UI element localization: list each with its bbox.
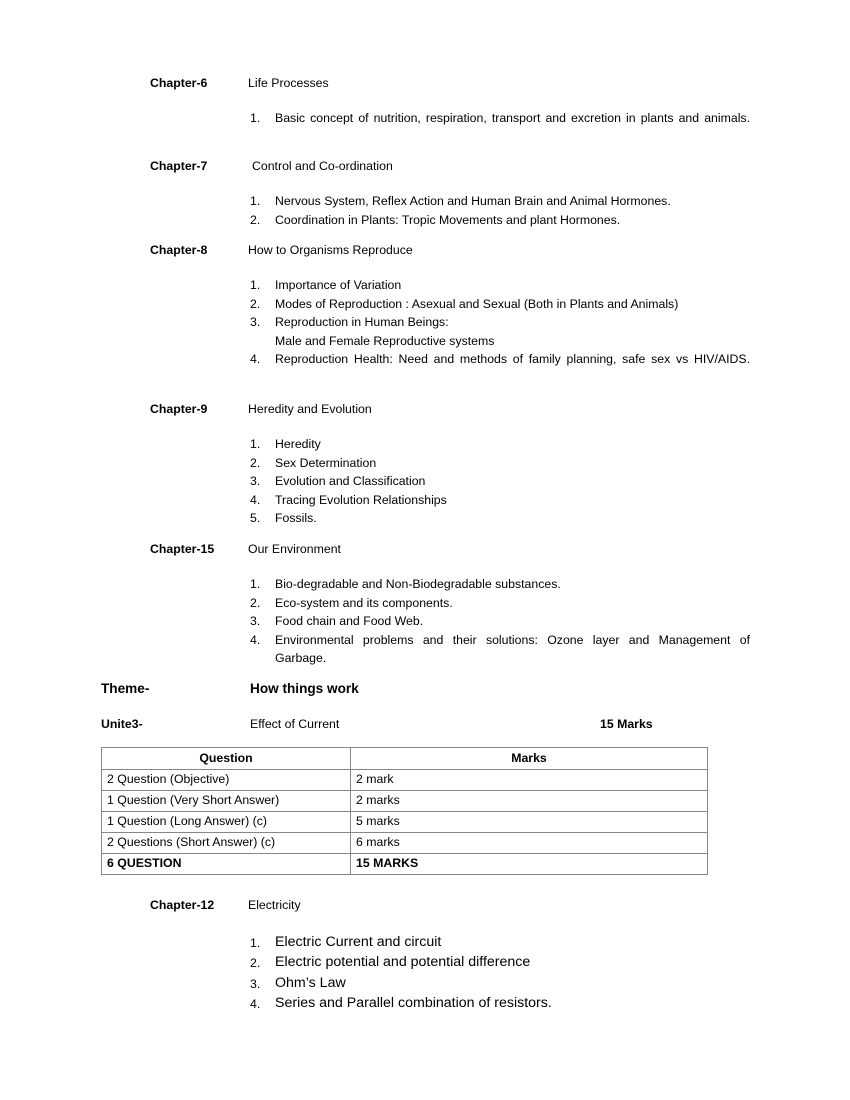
chapter-heading: [0, 542, 850, 562]
list-item: [250, 472, 750, 491]
list-item-text: Tracing Evolution Relationships: [275, 492, 447, 507]
list-marker: 2.: [250, 212, 261, 227]
table-cell-marks: 6 marks: [351, 833, 708, 854]
chapter-title: Electricity: [248, 898, 301, 912]
list-marker: 3.: [250, 474, 261, 489]
unit-marks: 15 Marks: [600, 717, 653, 731]
theme-value: How things work: [250, 681, 359, 696]
table-cell-question: 2 Questions (Short Answer) (c): [102, 833, 351, 854]
list-marker: 5.: [250, 511, 261, 526]
chapter-title: Heredity and Evolution: [248, 402, 372, 416]
list-marker: 4.: [250, 352, 261, 367]
list-item-text: Coordination in Plants: Tropic Movements and plant Hormones.: [275, 212, 621, 227]
table-header-row: [102, 748, 708, 770]
table-header-question: Question: [102, 748, 351, 770]
list-marker: 2.: [250, 455, 261, 470]
list-item: [250, 932, 750, 952]
list-marker: 3.: [250, 976, 261, 991]
list-item: [250, 575, 750, 594]
table-cell-marks: 5 marks: [351, 812, 708, 833]
chapter-topic-list: [0, 435, 850, 528]
chapter-label: Chapter-7: [150, 159, 208, 173]
chapter-block-7: [0, 159, 850, 229]
list-marker: 2.: [250, 296, 261, 311]
unit-label: Unite3-: [101, 717, 143, 731]
list-marker: 3.: [250, 315, 261, 330]
list-item-text: Fossils.: [275, 511, 317, 526]
table-total-row: [102, 854, 708, 875]
list-item-text: Importance of Variation: [275, 278, 402, 292]
list-marker: 2.: [250, 595, 261, 610]
chapter-label: Chapter-6: [150, 76, 208, 90]
theme-label: Theme-: [101, 681, 150, 696]
list-item-text: Bio-degradable and Non-Biodegradable substances.: [275, 577, 561, 591]
chapter-block-6: [0, 76, 850, 128]
list-item-text: Evolution and Classification: [275, 474, 426, 489]
list-item: [250, 350, 750, 369]
table-cell-question: 1 Question (Long Answer) (c): [102, 812, 351, 833]
chapter-heading: [0, 76, 850, 96]
list-item: [250, 612, 750, 631]
chapter-label: Chapter-12: [150, 898, 215, 912]
list-item: [250, 295, 750, 314]
theme-row: [0, 681, 850, 701]
list-item-text: Reproduction Health: Need and methods of family planning, safe sex vs HIV/AIDS.: [275, 352, 750, 367]
chapter-block-8: [0, 243, 850, 369]
list-item: [250, 109, 750, 128]
chapter-topic-list: [0, 192, 850, 229]
list-item-text: Electric potential and potential difference: [275, 954, 531, 971]
chapter-title: Our Environment: [248, 542, 341, 556]
list-item: [250, 454, 750, 473]
list-item-text: Basic concept of nutrition, respiration, transport and excretion in plants and animals.: [275, 111, 750, 125]
list-marker: 1.: [250, 936, 261, 950]
list-item-text: Food chain and Food Web.: [275, 614, 424, 629]
chapter-topic-list: [0, 109, 850, 128]
chapter-label: Chapter-8: [150, 243, 208, 257]
list-item-text: Reproduction in Human Beings:: [275, 315, 449, 330]
list-item-text: Environmental problems and their solutions: Ozone layer and Management of Garbage.: [275, 632, 750, 666]
chapter-block-15: [0, 542, 850, 668]
list-item: [250, 952, 750, 972]
list-item-text: Nervous System, Reflex Action and Human Brain and Animal Hormones.: [275, 194, 671, 208]
table-cell-marks: 2 marks: [351, 791, 708, 812]
list-item-text: Electric Current and circuit: [275, 934, 442, 950]
list-item-text: Series and Parallel combination of resistors.: [275, 995, 552, 1012]
list-marker: 1.: [250, 194, 261, 208]
list-item-text: Modes of Reproduction : Asexual and Sexual (Both in Plants and Animals): [275, 296, 679, 311]
unit-value: Effect of Current: [250, 717, 340, 731]
list-item-text: Heredity: [275, 437, 321, 451]
table-cell-total-marks: 15 MARKS: [351, 854, 708, 875]
table-cell-question: 1 Question (Very Short Answer): [102, 791, 351, 812]
list-marker: 4.: [250, 997, 261, 1012]
list-marker: 1.: [250, 577, 261, 591]
list-item: [250, 594, 750, 613]
chapter-topic-list: [0, 575, 850, 668]
chapter-heading: [0, 243, 850, 263]
list-marker: 1.: [250, 437, 261, 451]
list-item: [250, 631, 750, 668]
list-item: [250, 435, 750, 454]
table-header-marks: Marks: [351, 748, 708, 770]
chapter-heading: [0, 898, 850, 918]
list-item: [250, 491, 750, 510]
chapter-topic-list: [0, 276, 850, 369]
chapter-label: Chapter-15: [150, 542, 215, 556]
list-marker: 2.: [250, 956, 261, 971]
list-item-text: Eco-system and its components.: [275, 595, 453, 610]
list-item: [250, 313, 750, 350]
list-item: [250, 211, 750, 230]
chapter-title: Control and Co-ordination: [252, 159, 393, 173]
list-marker: 4.: [250, 632, 261, 647]
list-item: [250, 973, 750, 993]
unit-row: [0, 717, 850, 737]
table-row: [102, 812, 708, 833]
list-marker: 3.: [250, 614, 261, 629]
list-item: [250, 276, 750, 295]
chapter-label: Chapter-9: [150, 402, 208, 416]
table-cell-marks: 2 mark: [351, 770, 708, 791]
table-row: [102, 770, 708, 791]
question-marks-table: [101, 747, 708, 875]
chapter-heading: [0, 159, 850, 179]
chapter-title: How to Organisms Reproduce: [248, 243, 413, 257]
list-item: [250, 192, 750, 211]
list-item: [250, 993, 750, 1013]
table-cell-question: 2 Question (Objective): [102, 770, 351, 791]
list-item-text: Ohm’s Law: [275, 974, 346, 991]
list-marker: 4.: [250, 492, 261, 507]
table-cell-total-question: 6 QUESTION: [102, 854, 351, 875]
chapter-block-9: [0, 402, 850, 528]
chapter-heading: [0, 402, 850, 422]
chapter-topic-list: [0, 932, 850, 1014]
chapter-block-12: [0, 898, 850, 1014]
table-row: [102, 833, 708, 854]
list-item: [250, 509, 750, 528]
table-row: [102, 791, 708, 812]
list-marker: 1.: [250, 111, 261, 125]
list-marker: 1.: [250, 278, 261, 292]
chapter-title: Life Processes: [248, 76, 329, 90]
list-item-subtext: Male and Female Reproductive systems: [275, 333, 495, 348]
list-item-text: Sex Determination: [275, 455, 377, 470]
